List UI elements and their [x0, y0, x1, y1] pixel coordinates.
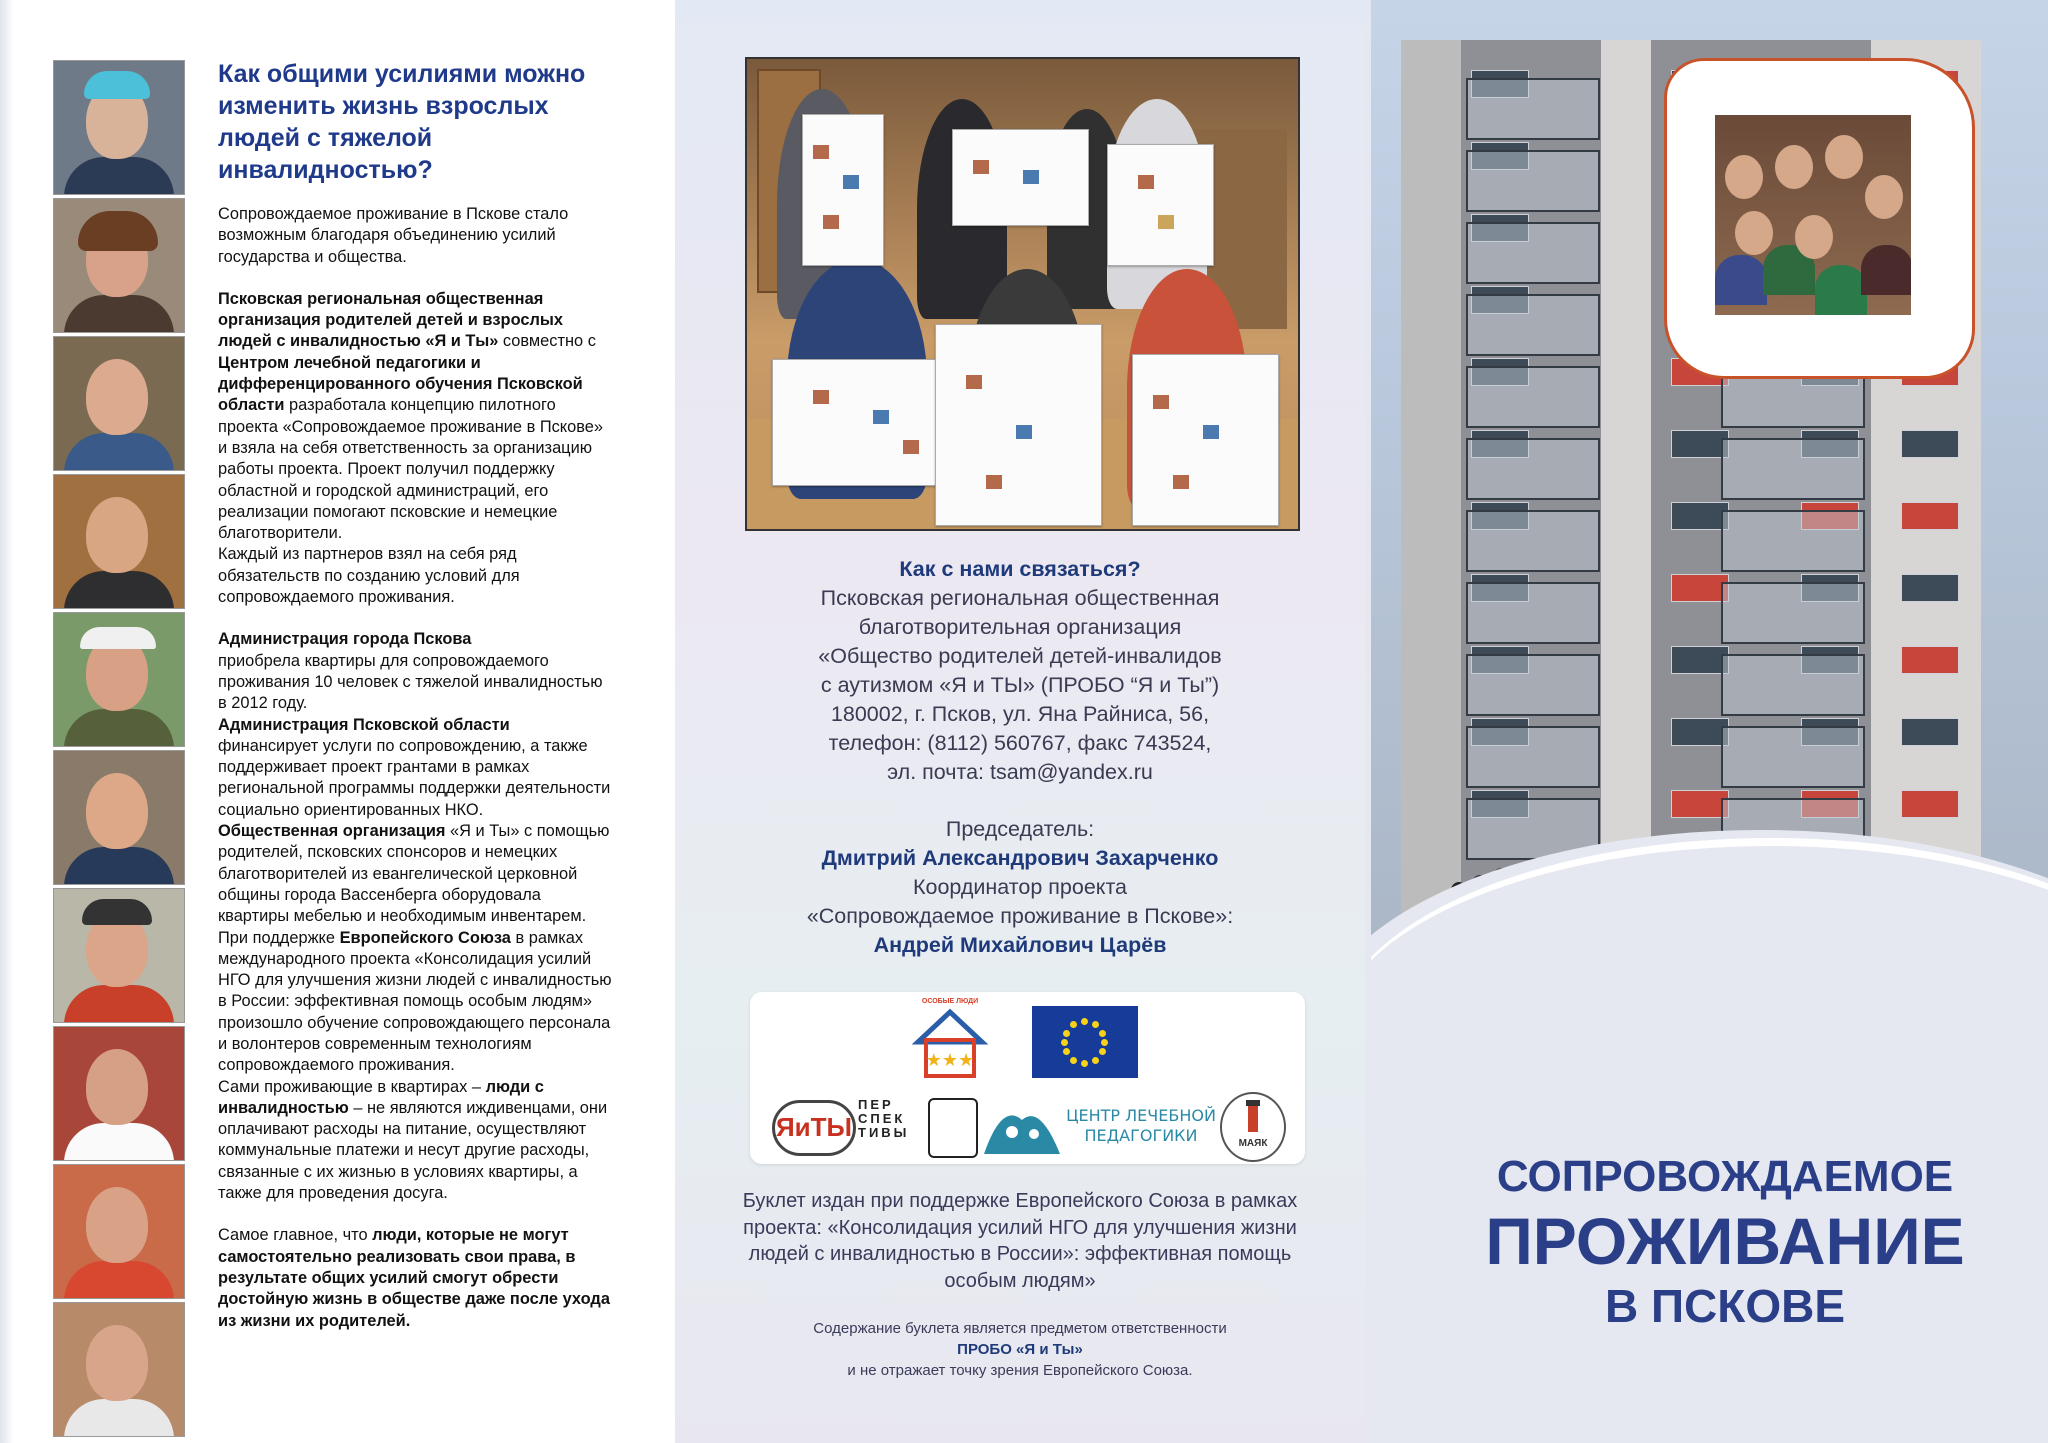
left-question: Как общими усилиями можно изменить жизнь взрослых людей с тяжелой инвалидностью? [218, 60, 586, 184]
contact-line: с аутизмом «Я и ТЫ» (ПРОБО “Я и Ты”) [820, 673, 1220, 697]
intro-paragraph: Сопровождаемое проживание в Пскове стало возможным благодаря объединению усилий государства и общества. [218, 205, 569, 266]
residents-text: – не являются иждивенцами, они оплачивают расходы на питание, осуществляют коммунальные платежи и несут другие расходы, связанные с их жизнью в условиях квартиры, а также для проведения досуга. [218, 1098, 608, 1203]
perspektivy-logo [858, 1098, 928, 1158]
svg-text:★★★: ★★★ [925, 1050, 975, 1070]
chair-name: Дмитрий Александрович Захарченко [821, 846, 1219, 870]
disclaimer-org: ПРОБО «Я и Ты» [957, 1341, 1083, 1358]
partners-paragraph: Каждый из партнеров взял на себя ряд обязательств по созданию условий для сопровождаемого проживания. [218, 545, 520, 607]
city-admin-paragraph [218, 629, 613, 714]
eu-text: в рамках международного проекта «Консолидация усилий НГО для улучшения жизни людей с инвалидностью в России: эффективная помощь особым людям» произошло обучение сопровождающего персонала и волонтеров современным технологиям сопровождаемого проживания. [218, 928, 612, 1075]
title-line: ПРОЖИВАНИЕ [1485, 1204, 1965, 1278]
portrait-photo [53, 198, 185, 333]
portrait-photo [53, 1302, 185, 1437]
contact-email[interactable]: эл. почта: tsam@yandex.ru [887, 760, 1153, 784]
residents-prefix: Сами проживающие в квартирах – [218, 1077, 481, 1096]
yaty-logo: ЯиТЫ [772, 1100, 856, 1156]
org-text: разработала концепцию пилотного проекта «Сопровождаемое проживание в Пскове» и взяла на себя ответственность за организацию работы проекта. Проект получил поддержку областной и городской администраций, его реализации помогают псковские и немецкие благотворители. [218, 396, 604, 543]
partner-logos [750, 992, 1305, 1164]
left-panel [0, 0, 675, 1443]
city-admin-text: приобрела квартиры для сопровождаемого проживания 10 человек с тяжелой инвалидностью в 2012 году. [218, 651, 603, 713]
perspektivy-line: ТИВЫ [858, 1125, 910, 1140]
portrait-photo [53, 60, 185, 195]
residents-bold: люди с инвалидностью [218, 1077, 544, 1117]
right-panel [1365, 0, 2048, 1443]
coordinator-project: «Сопровождаемое проживание в Пскове»: [806, 904, 1234, 928]
booklet-title [1445, 1150, 2005, 1334]
disclaimer [715, 1318, 1325, 1381]
contact-phone: телефон: (8112) 560767, факс 743524, [828, 731, 1212, 755]
eu-prefix: При поддержке [218, 928, 336, 947]
public-org-title: Общественная организация [218, 822, 446, 841]
city-admin-title: Администрация города Пскова [218, 630, 472, 649]
public-org-paragraph [218, 821, 613, 927]
org-joint: совместно с [502, 332, 596, 351]
residents-paragraph [218, 1077, 613, 1205]
perspektivy-line: СПЕК [858, 1111, 906, 1126]
portrait-photo [53, 1026, 185, 1161]
osobye-lyudi-logo [910, 998, 990, 1084]
eu-paragraph [218, 928, 613, 1077]
title-line: СОПРОВОЖДАЕМОЕ [1496, 1152, 1954, 1201]
main-paragraph [218, 1225, 613, 1331]
portrait-photo [53, 750, 185, 885]
osobye-lyudi-caption: ОСОБЫЕ ЛЮДИ [921, 998, 979, 1005]
eu-name: Европейского Союза [339, 928, 511, 947]
contact-line: благотворительная организация [858, 615, 1182, 639]
mayak-logo [1220, 1092, 1286, 1162]
left-text-block [218, 58, 613, 1332]
portrait-strip [53, 60, 189, 1440]
region-admin-paragraph [218, 715, 613, 821]
building-photo [1371, 0, 2048, 1010]
title-line: В ПСКОВЕ [1604, 1280, 1846, 1332]
contact-header: Как с нами связаться? [899, 557, 1141, 581]
portrait-photo [53, 1164, 185, 1299]
portrait-photo [53, 474, 185, 609]
group-photo [745, 57, 1300, 531]
main-prefix: Самое главное, что [218, 1226, 368, 1245]
coordinator-name: Андрей Михайлович Царёв [873, 933, 1167, 957]
eu-flag-icon [1032, 1006, 1138, 1078]
clp-icon [982, 1102, 1062, 1156]
public-org-text: «Я и Ты» с помощью родителей, псковских спонсоров и немецких благотворителей из евангелической церковной общины города Вассенберга оборудовала квартиры мебелью и необходимым инвентарем. [218, 822, 610, 926]
contact-line: Псковская региональная общественная [820, 586, 1220, 610]
region-admin-title: Администрация Псковской области [218, 715, 510, 734]
chair-label: Председатель: [945, 817, 1095, 841]
contact-block [715, 555, 1325, 960]
puzzle-frame [1664, 58, 1975, 379]
middle-panel [675, 0, 1365, 1443]
portrait-photo [53, 612, 185, 747]
coordinator-label: Координатор проекта [912, 875, 1128, 899]
main-bold: люди, которые не могут самостоятельно реализовать свои права, в результате общих усилий смогут обрести достойную жизнь в обществе даже после ухода из жизни их родителей. [218, 1226, 610, 1330]
clp-logo-text: ЦЕНТР ЛЕЧЕБНОЙ ПЕДАГОГИКИ [1066, 1106, 1216, 1145]
region-admin-text: финансирует услуги по сопровождению, а также поддерживает проект грантами в рамках региональной программы поддержки деятельности социально ориентированных НКО. [218, 736, 611, 819]
contact-address: 180002, г. Псков, ул. Яна Райниса, 56, [830, 702, 1210, 726]
mayak-label: МАЯК [1238, 1138, 1268, 1149]
portrait-photo [53, 888, 185, 1023]
disclaimer-line: и не отражает точку зрения Европейского Союза. [847, 1362, 1193, 1379]
contact-line: «Общество родителей детей-инвалидов [818, 644, 1222, 668]
center-name: Центром лечебной педагогики и дифференцированного обучения Псковской области [218, 353, 583, 415]
perspektivy-line: ПЕР [858, 1097, 894, 1112]
support-text: Буклет издан при поддержке Европейского Союза в рамках проекта: «Консолидация усилий НГО для улучшения жизни людей с инвалидностью в России»: эффективная помощь особым людям» [742, 1190, 1298, 1292]
org-paragraph [218, 289, 613, 545]
portrait-photo [53, 336, 185, 471]
disclaimer-line: Содержание буклета является предметом ответственности [813, 1320, 1227, 1337]
org-name: Псковская региональная общественная организация родителей детей и взрослых людей с инвалидностью «Я и Ты» [218, 289, 564, 351]
